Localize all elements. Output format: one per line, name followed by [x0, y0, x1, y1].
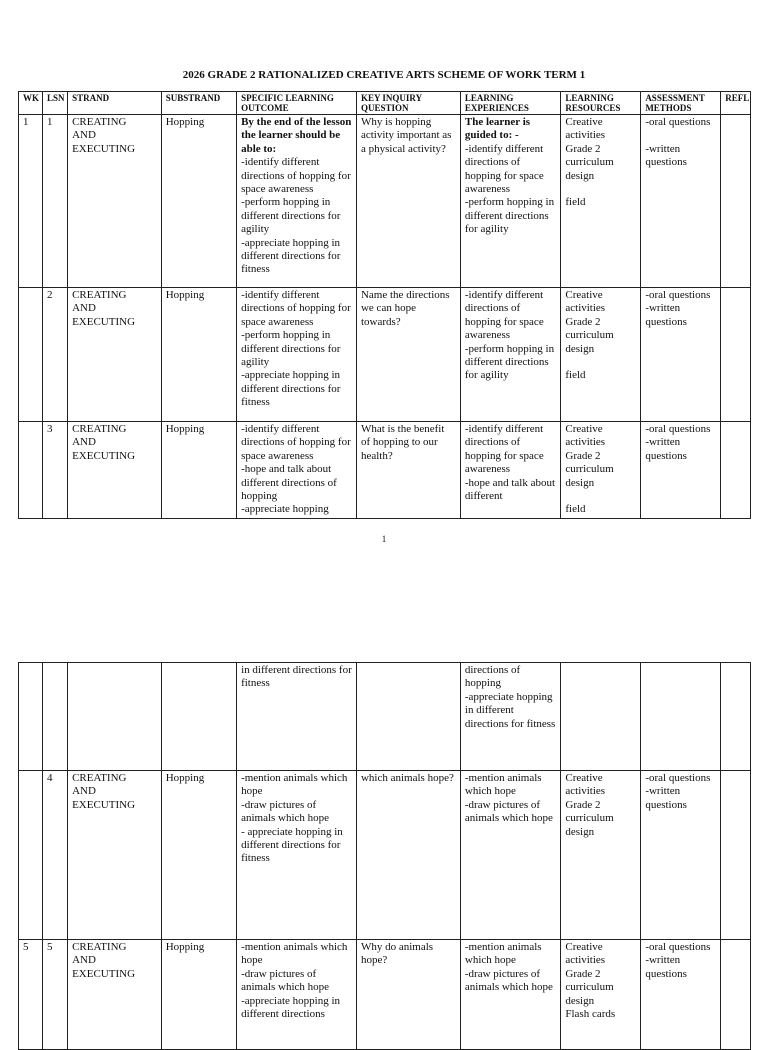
cell-resources	[561, 663, 641, 771]
cell-lsn: 4	[42, 771, 67, 940]
cell-refl	[721, 940, 751, 1050]
cell-lsn	[42, 663, 67, 771]
cell-experiences: -identify different directions of hopping for space awareness -perform hopping in different directions for agility	[460, 288, 560, 422]
header-substrand: SUBSTRAND	[161, 92, 236, 115]
cell-inquiry: Why is hopping activity important as a physical activity?	[356, 115, 460, 288]
cell-assessment	[641, 663, 721, 771]
cell-refl	[721, 771, 751, 940]
header-strand: STRAND	[68, 92, 162, 115]
cell-wk	[19, 288, 43, 422]
cell-outcome: -mention animals which hope -draw pictures of animals which hope -appreciate hopping in different directions	[237, 940, 357, 1050]
cell-refl	[721, 288, 751, 422]
cell-resources: Creative activities Grade 2 curriculum design field	[561, 422, 641, 519]
cell-lsn: 5	[42, 940, 67, 1050]
table-row	[19, 663, 751, 771]
header-refl: REFL	[721, 92, 751, 115]
cell-substrand	[161, 663, 236, 771]
cell-wk	[19, 771, 43, 940]
cell-outcome: -mention animals which hope -draw pictures of animals which hope - appreciate hopping in different directions for fitness	[237, 771, 357, 940]
header-inquiry: KEY INQUIRY QUESTION	[356, 92, 460, 115]
cell-outcome: -identify different directions of hopping for space awareness -hope and talk about different directions of hopping -appreciate hopping	[237, 422, 357, 519]
cell-resources: Creative activities Grade 2 curriculum design field	[561, 115, 641, 288]
page-number: 1	[381, 534, 387, 544]
cell-substrand: Hopping	[161, 940, 236, 1050]
cell-assessment: -oral questions -written questions	[641, 940, 721, 1050]
scheme-of-work-table-page-2	[18, 662, 751, 1050]
header-wk: WK	[19, 92, 43, 115]
table-row	[19, 288, 751, 422]
table-row	[19, 115, 751, 288]
cell-inquiry: Why do animals hope?	[356, 940, 460, 1050]
cell-refl	[721, 422, 751, 519]
cell-resources: Creative activities Grade 2 curriculum design field	[561, 288, 641, 422]
cell-resources: Creative activities Grade 2 curriculum design Flash cards	[561, 940, 641, 1050]
cell-wk: 5	[19, 940, 43, 1050]
cell-inquiry: which animals hope?	[356, 771, 460, 940]
cell-refl	[721, 663, 751, 771]
cell-inquiry	[356, 663, 460, 771]
cell-assessment: -oral questions -written questions	[641, 422, 721, 519]
cell-strand: CREATING AND EXECUTING	[68, 422, 162, 519]
cell-lsn: 2	[42, 288, 67, 422]
cell-experiences: -mention animals which hope -draw pictures of animals which hope	[460, 940, 560, 1050]
cell-inquiry: Name the directions we can hope towards?	[356, 288, 460, 422]
table-header-row	[19, 92, 751, 115]
header-assessment: ASSESSMENT METHODS	[641, 92, 721, 115]
cell-strand: CREATING AND EXECUTING	[68, 115, 162, 288]
cell-inquiry: What is the benefit of hopping to our health?	[356, 422, 460, 519]
cell-strand	[68, 663, 162, 771]
cell-strand: CREATING AND EXECUTING	[68, 288, 162, 422]
cell-substrand: Hopping	[161, 115, 236, 288]
cell-outcome: -identify different directions of hopping for space awareness -perform hopping in different directions for agility -appreciate hopping in different directions for fitness	[237, 288, 357, 422]
cell-wk	[19, 422, 43, 519]
cell-outcome	[237, 115, 357, 288]
header-experiences: LEARNING EXPERIENCES	[460, 92, 560, 115]
cell-lsn: 3	[42, 422, 67, 519]
cell-substrand: Hopping	[161, 288, 236, 422]
cell-wk: 1	[19, 115, 43, 288]
cell-substrand: Hopping	[161, 771, 236, 940]
header-resources: LEARNING RESOURCES	[561, 92, 641, 115]
cell-experiences	[460, 115, 560, 288]
cell-strand: CREATING AND EXECUTING	[68, 940, 162, 1050]
cell-assessment: -oral questions -written questions	[641, 115, 721, 288]
table-row	[19, 940, 751, 1050]
cell-experiences: -identify different directions of hopping for space awareness -hope and talk about different	[460, 422, 560, 519]
experiences-intro: The learner is guided to: -	[464, 116, 531, 142]
cell-refl	[721, 115, 751, 288]
cell-assessment: -oral questions -written questions	[641, 771, 721, 940]
cell-assessment: -oral questions -written questions	[641, 288, 721, 422]
cell-outcome: in different directions for fitness	[237, 663, 357, 771]
cell-lsn: 1	[42, 115, 67, 288]
cell-strand: CREATING AND EXECUTING	[68, 771, 162, 940]
outcome-text: -identify different directions of hopping for space awareness -perform hopping in different directions for agility -appreciate hopping in different directions for fitness	[241, 156, 351, 276]
table-row	[19, 422, 751, 519]
cell-wk	[19, 663, 43, 771]
header-outcome: SPECIFIC LEARNING OUTCOME	[237, 92, 357, 115]
outcome-intro: By the end of the lesson the learner should be able to:	[241, 116, 352, 155]
cell-resources: Creative activities Grade 2 curriculum design	[561, 771, 641, 940]
cell-experiences: -mention animals which hope -draw pictures of animals which hope	[460, 771, 560, 940]
cell-substrand: Hopping	[161, 422, 236, 519]
scheme-of-work-table-page-1	[18, 91, 751, 519]
cell-experiences: directions of hopping -appreciate hopping in different directions for fitness	[460, 663, 560, 771]
header-lsn: LSN	[42, 92, 67, 115]
experiences-text: -identify different directions of hopping for space awareness -perform hopping in different directions for agility	[464, 142, 555, 236]
table-row	[19, 771, 751, 940]
document-title: 2026 GRADE 2 RATIONALIZED CREATIVE ARTS SCHEME OF WORK TERM 1	[182, 69, 586, 81]
